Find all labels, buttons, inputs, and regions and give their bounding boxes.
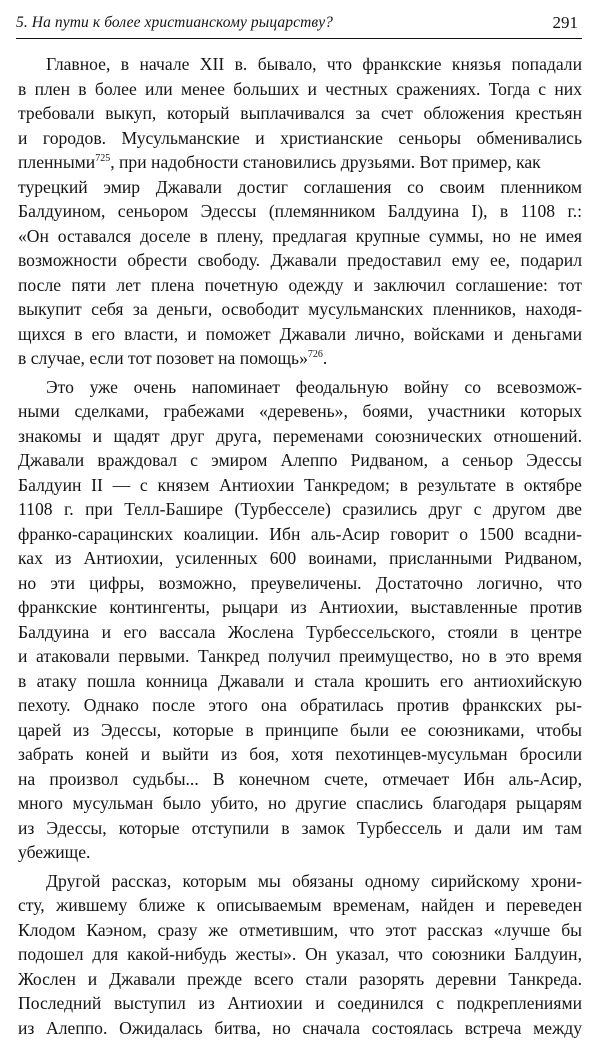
text-line: Балдуин II — с князем Антиохии Танкредом; в результате в октябре xyxy=(18,473,582,498)
text-line: франкские контингенты, рыцари из Антиохии, выставленные против xyxy=(18,595,582,620)
text-line: требовали выкуп, который выплачивался за счет обложения крестьян xyxy=(18,101,582,126)
text-line: подошел для какой-нибудь жесты». Он указал, что союзники Балдуин, xyxy=(18,942,582,967)
text-line: знакомы и щадят друг друга, переменами союзнических отношений. xyxy=(18,424,582,449)
text-line: убежище. xyxy=(18,840,582,865)
text-line: 1108 г. при Телл-Башире (Турбесселе) сразились друг с другом две xyxy=(18,497,582,522)
text-line: и городов. Мусульманские и христианские сеньоры обменивались xyxy=(18,126,582,151)
text-line: франко-сарацинских коалиции. Ибн аль-Асир говорит о 1500 всадни- xyxy=(18,522,582,547)
text-line: Это уже очень напоминает феодальную войну со всевозмож- xyxy=(18,375,582,400)
text-line: ными сделками, грабежами «деревень», боями, участники которых xyxy=(18,399,582,424)
text-line: но эти цифры, возможно, преувеличены. Достаточно логично, что xyxy=(18,571,582,596)
text-line: много мусульман было убито, но другие спаслись благодаря рыцарям xyxy=(18,791,582,816)
text-line xyxy=(18,346,582,371)
text-line: на произвол судьбы... В конечном счете, отмечает Ибн аль-Асир, xyxy=(18,767,582,792)
text-fragment: , при надобности становились друзьями. Вот пример, как xyxy=(110,152,541,172)
text-line: выкупит себя за деньги, освободит мусульманских пленников, находя- xyxy=(18,297,582,322)
text-line: из Алеппо. Ожидалась битва, но сначала состоялась встреча между xyxy=(18,1016,582,1040)
text-line: Другой рассказ, которым мы обязаны одному сирийскому хрони- xyxy=(18,869,582,894)
text-line: Последний выступил из Антиохии и соединился с подкреплениями xyxy=(18,991,582,1016)
text-line: Балдуина и его вассала Жослена Турбессельского, стояли в центре xyxy=(18,620,582,645)
page-number: 291 xyxy=(553,13,579,33)
paragraph-3 xyxy=(18,869,582,1040)
text-line: сту, жившему ближе к описываемым временам, найден и переведен xyxy=(18,893,582,918)
text-line: возможности обрести свободу. Джавали предоставил ему ее, подарил xyxy=(18,248,582,273)
text-line: из Эдессы, которые отступили в замок Турбессель и дали им там xyxy=(18,816,582,841)
paragraph-2 xyxy=(18,375,582,865)
text-line: «Он оставался доселе в плену, предлагая крупные суммы, но не имея xyxy=(18,224,582,249)
text-line: Жослен и Джавали прежде всего стали разорять деревни Танкреда. xyxy=(18,967,582,992)
text-line: и атаковали первыми. Танкред получил преимущество, но в это время xyxy=(18,644,582,669)
text-fragment: пленными xyxy=(18,152,95,172)
footnote-ref-725: 725 xyxy=(95,153,110,164)
paragraph-1 xyxy=(18,52,582,371)
text-line: после пяти лет плена почетную одежду и заключил соглашение: тот xyxy=(18,273,582,298)
text-line: ках из Антиохии, усиленных 600 воинами, присланными Ридваном, xyxy=(18,546,582,571)
text-line: Джавали враждовал с эмиром Алеппо Ридваном, а сеньор Эдессы xyxy=(18,448,582,473)
text-line: щихся в его власти, и поможет Джавали лично, войсками и деньгами xyxy=(18,322,582,347)
running-head: 5. На пути к более христианскому рыцарству? xyxy=(16,14,333,32)
text-fragment: в случае, если тот позовет на помощь» xyxy=(18,348,308,368)
text-line: турецкий эмир Джавали достиг соглашения со своим пленником xyxy=(18,175,582,200)
text-line: царей из Эдессы, которые в принципе были ее союзниками, чтобы xyxy=(18,718,582,743)
text-line: в плен в более или менее больших и честных сражениях. Тогда с них xyxy=(18,77,582,102)
text-fragment: . xyxy=(323,348,327,368)
page-body xyxy=(18,52,582,1040)
footnote-ref-726: 726 xyxy=(308,349,323,360)
text-line: в атаку пошла конница Джавали и стала крошить его антиохийскую xyxy=(18,669,582,694)
text-line: забрать коней и выйти из боя, хотя пехотинцев-мусульман бросили xyxy=(18,742,582,767)
text-line xyxy=(18,150,582,175)
text-line: Главное, в начале XII в. бывало, что франкские князья попадали xyxy=(18,52,582,77)
page-header xyxy=(16,8,582,39)
text-line: пехоту. Однако после этого она обратилась против франкских ры- xyxy=(18,693,582,718)
text-line: Клодом Каэном, сразу же отметившим, что этот рассказ «лучше бы xyxy=(18,918,582,943)
text-line: Балдуином, сеньором Эдессы (племянником Балдуина I), в 1108 г.: xyxy=(18,199,582,224)
